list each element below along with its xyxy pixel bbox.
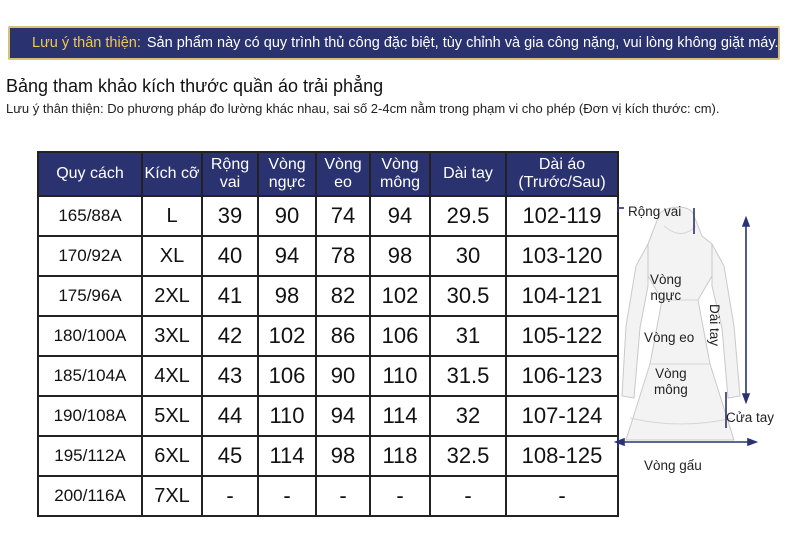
label-hem: Vòng gấu [644,458,702,473]
label-chest-line-1: Vòng [650,272,682,287]
table-cell: - [430,476,506,516]
table-row [38,316,618,356]
table-cell: 180/100A [38,316,142,356]
table-cell: 107-124 [506,396,618,436]
garment-diagram [614,196,790,496]
label-chest [650,272,682,304]
column-header-line: Vòng [268,156,306,173]
table-row [38,476,618,516]
table-cell: 195/112A [38,436,142,476]
table-cell: 170/92A [38,236,142,276]
label-hip-line-1: Vòng [655,366,687,381]
table-cell: L [142,196,202,236]
table-cell: 86 [316,316,370,356]
table-cell: 2XL [142,276,202,316]
table-cell: 190/108A [38,396,142,436]
column-header-line: Vòng [381,156,419,173]
table-cell: 3XL [142,316,202,356]
column-header-line: ngực [268,174,306,191]
table-cell: 29.5 [430,196,506,236]
table-cell: 5XL [142,396,202,436]
table-cell: 102 [370,276,430,316]
table-cell: 105-122 [506,316,618,356]
dress-illustration [614,196,790,496]
table-cell: 40 [202,236,258,276]
table-cell: 103-120 [506,236,618,276]
column-header [142,152,202,196]
table-cell: 102-119 [506,196,618,236]
column-header [202,152,258,196]
table-cell: 94 [316,396,370,436]
notice-lead: Lưu ý thân thiện: [32,35,141,51]
table-cell: 78 [316,236,370,276]
column-header [370,152,430,196]
table-cell: 30 [430,236,506,276]
table-cell: 45 [202,436,258,476]
table-cell: 98 [316,436,370,476]
table-cell: 6XL [142,436,202,476]
table-cell: - [258,476,316,516]
table-cell: 106-123 [506,356,618,396]
table-cell: 106 [258,356,316,396]
table-cell: 98 [370,236,430,276]
table-cell: - [202,476,258,516]
table-cell: - [316,476,370,516]
label-hip-line-2: mông [654,382,688,397]
table-cell: 32 [430,396,506,436]
column-header [258,152,316,196]
column-header-line: Dài áo [538,156,586,173]
column-header [430,152,506,196]
table-cell: 82 [316,276,370,316]
table-cell: 41 [202,276,258,316]
table-cell: 42 [202,316,258,356]
notice-message: Sản phẩm này có quy trình thủ công đặc biệt, tùy chỉnh và gia công nặng, vui lòng không giặt máy. [146,35,779,51]
table-cell: 4XL [142,356,202,396]
column-header-line: Vòng [324,156,362,173]
column-header-line: Kích cỡ [144,165,200,182]
table-row [38,396,618,436]
size-table [37,151,619,517]
table-cell: 200/116A [38,476,142,516]
column-header [506,152,618,196]
table-cell: XL [142,236,202,276]
table-cell: 74 [316,196,370,236]
column-header-line: Dài tay [443,165,493,182]
table-cell: 32.5 [430,436,506,476]
column-header-line: Quy cách [56,165,124,182]
table-cell: 110 [370,356,430,396]
table-cell: 175/96A [38,276,142,316]
label-sleeve-length: Dài tay [707,304,722,347]
table-cell: 106 [370,316,430,356]
table-cell: 102 [258,316,316,356]
table-header-row [38,152,618,196]
column-header-line: vai [219,174,241,191]
table-cell: 94 [258,236,316,276]
table-cell: 94 [370,196,430,236]
table-cell: 39 [202,196,258,236]
table-cell: 108-125 [506,436,618,476]
table-cell: 90 [316,356,370,396]
column-header-line: eo [334,174,352,191]
table-cell: 98 [258,276,316,316]
table-row [38,276,618,316]
notice-banner [8,26,780,60]
table-cell: 114 [258,436,316,476]
table-cell: 118 [370,436,430,476]
column-header-line: mông [379,174,421,191]
table-cell: 44 [202,396,258,436]
table-row [38,436,618,476]
table-cell: - [506,476,618,516]
column-header-line: (Trước/Sau) [518,174,606,191]
column-header [38,152,142,196]
table-cell: 7XL [142,476,202,516]
table-row [38,236,618,276]
table-cell: 30.5 [430,276,506,316]
table-cell: 165/88A [38,196,142,236]
table-body [38,196,618,516]
table-cell: 104-121 [506,276,618,316]
column-header [316,152,370,196]
page-subtitle: Lưu ý thân thiện: Do phương pháp đo lường khác nhau, sai số 2-4cm nằm trong phạm vi cho phép (Đơn vị kích thước: cm). [6,101,720,116]
table-cell: 31.5 [430,356,506,396]
label-chest-line-2: ngực [650,288,682,303]
table-row [38,196,618,236]
table-cell: - [370,476,430,516]
label-shoulder: Rộng vai [628,204,682,219]
table-row [38,356,618,396]
table-cell: 114 [370,396,430,436]
table-cell: 110 [258,396,316,436]
label-hip [654,366,688,398]
table-cell: 185/104A [38,356,142,396]
column-header-line: Rộng [210,156,250,173]
table-cell: 90 [258,196,316,236]
label-waist: Vòng eo [644,330,695,345]
table-cell: 31 [430,316,506,356]
table-cell: 43 [202,356,258,396]
label-cuff: Cửa tay [726,410,775,425]
page-title: Bảng tham khảo kích thước quần áo trải phẳng [6,76,384,96]
